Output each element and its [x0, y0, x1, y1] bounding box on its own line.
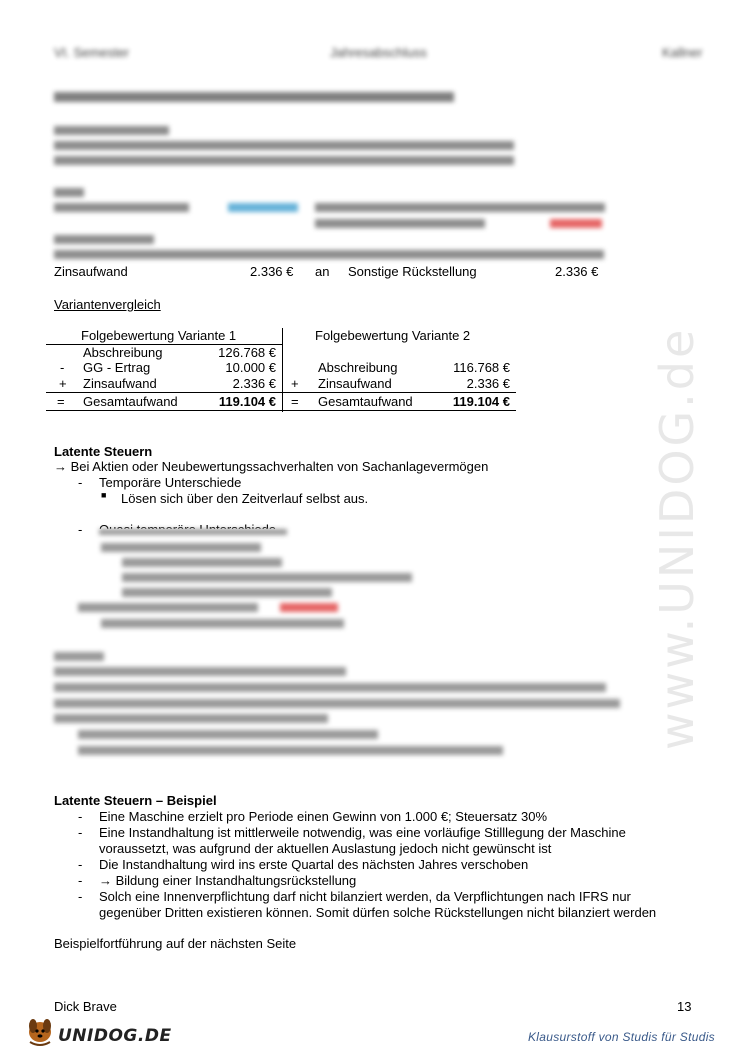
col2-header: Folgebewertung Variante 2 [315, 328, 471, 343]
table-divider [282, 410, 516, 411]
posting-an: an [315, 264, 330, 279]
blurred-line [54, 92, 454, 102]
latente-item1-sub: Lösen sich über den Zeitverlauf selbst aus. [121, 491, 369, 506]
beispiel-item: Solch eine Innenverpflichtung darf nicht bilanziert werden, da Verpflichtungen nach IFRS nur [99, 889, 631, 904]
v1-row-label: GG - Ertrag [83, 360, 151, 375]
blurred-line [101, 543, 261, 552]
table-divider [46, 392, 282, 393]
beispiel-dash: - [78, 825, 83, 840]
blurred-line [54, 156, 514, 165]
v1-row-value: 2.336 € [232, 376, 276, 391]
latente-arrow-line: → Bei Aktien oder Neubewertungssachverhalten von Sachanlagevermögen [54, 459, 489, 474]
v2-total-value: 119.104 € [452, 394, 510, 409]
beispiel-item: Die Instandhaltung wird ins erste Quartal des nächsten Jahres verschoben [99, 857, 529, 872]
header-center: Jahresabschluss [330, 45, 427, 60]
v2-row-label: Gesamtaufwand [318, 394, 413, 409]
v1-row-sign: = [57, 394, 65, 409]
blurred-line [54, 667, 346, 676]
v1-row-label: Abschreibung [83, 345, 163, 360]
blurred-line [99, 529, 287, 535]
beispiel-dash: - [78, 809, 83, 824]
footer-slogan: Klausurstoff von Studis für Studis [528, 1030, 715, 1044]
table-column-divider [282, 328, 283, 412]
v1-row-sign: - [60, 360, 65, 375]
v2-row-value: 2.336 € [466, 376, 510, 391]
unidog-logo [24, 1012, 172, 1050]
footer-author: Dick Brave [54, 999, 117, 1014]
blurred-line [280, 603, 338, 612]
blurred-line [228, 203, 298, 212]
header-left: VI. Semester [54, 45, 130, 60]
continuation-note: Beispielfortführung auf der nächsten Seite [54, 936, 297, 951]
blurred-line [54, 235, 154, 244]
blurred-line [54, 714, 328, 723]
v1-row-label: Zinsaufwand [83, 376, 157, 391]
beispiel-dash: - [78, 889, 83, 904]
blurred-line [54, 188, 84, 197]
latente-title: Latente Steuern [54, 444, 153, 459]
latente-dash: - [78, 475, 83, 490]
blurred-line [54, 141, 514, 150]
beispiel-dash: - [78, 873, 83, 888]
posting-account: Sonstige Rückstellung [348, 264, 477, 279]
beispiel-item: Eine Maschine erzielt pro Periode einen Gewinn von 1.000 €; Steuersatz 30% [99, 809, 548, 824]
v2-row-sign: = [291, 394, 299, 409]
beispiel-item: Eine Instandhaltung ist mittlerweile notwendig, was eine vorläufige Stilllegung der Maschine [99, 825, 626, 840]
header-right: Kallner [662, 45, 703, 60]
footer-page-number: 13 [677, 999, 692, 1014]
latente-item1: Temporäre Unterschiede [99, 475, 242, 490]
v1-row-value: 10.000 € [225, 360, 276, 375]
blurred-line [78, 730, 378, 739]
blurred-line [54, 126, 169, 135]
v1-row-value: 126.768 € [218, 345, 276, 360]
v2-row-label: Zinsaufwand [318, 376, 392, 391]
beispiel-item-continued: gegenüber Dritten existieren können. Somit dürfen solche Rückstellungen nicht bilanziert werden [99, 905, 657, 920]
blurred-line [54, 203, 189, 212]
blurred-line [122, 573, 412, 582]
posting-account-amount: 2.336 € [555, 264, 599, 279]
blurred-line [122, 558, 282, 567]
beispiel-title: Latente Steuern – Beispiel [54, 793, 217, 808]
watermark-text: www.UNIDOG.de [650, 326, 704, 750]
col1-header: Folgebewertung Variante 1 [81, 328, 237, 343]
v1-row-label: Gesamtaufwand [83, 394, 178, 409]
table-divider [282, 392, 516, 393]
blurred-line [122, 588, 332, 597]
logo-text: UNIDOG.DE [58, 1026, 172, 1046]
latente-dash: - [78, 522, 83, 537]
table-divider [46, 410, 282, 411]
square-bullet-icon: ■ [101, 490, 107, 500]
blurred-line [78, 603, 258, 612]
blurred-line [550, 219, 602, 228]
posting-amount: 2.336 € [250, 264, 294, 279]
blurred-line [54, 699, 620, 708]
blurred-line [78, 746, 503, 755]
posting-label: Zinsaufwand [54, 264, 128, 279]
blurred-line [54, 652, 104, 661]
beispiel-dash: - [78, 857, 83, 872]
variantenvergleich-title: Variantenvergleich [54, 297, 161, 312]
v1-total-value: 119.104 € [218, 394, 276, 409]
beispiel-item-continued: voraussetzt, was aufgrund der aktuellen Auslastung jedoch nicht gewünscht ist [99, 841, 552, 856]
beispiel-item: → Bildung einer Instandhaltungsrückstellung [99, 873, 357, 888]
v2-row-value: 116.768 € [453, 360, 510, 375]
blurred-line [315, 219, 485, 228]
v2-row-label: Abschreibung [318, 360, 398, 375]
v2-row-sign: + [291, 376, 299, 391]
blurred-line [315, 203, 605, 212]
blurred-line [101, 619, 344, 628]
blurred-line [54, 683, 606, 692]
v1-row-sign: + [59, 376, 67, 391]
blurred-line [54, 250, 604, 259]
